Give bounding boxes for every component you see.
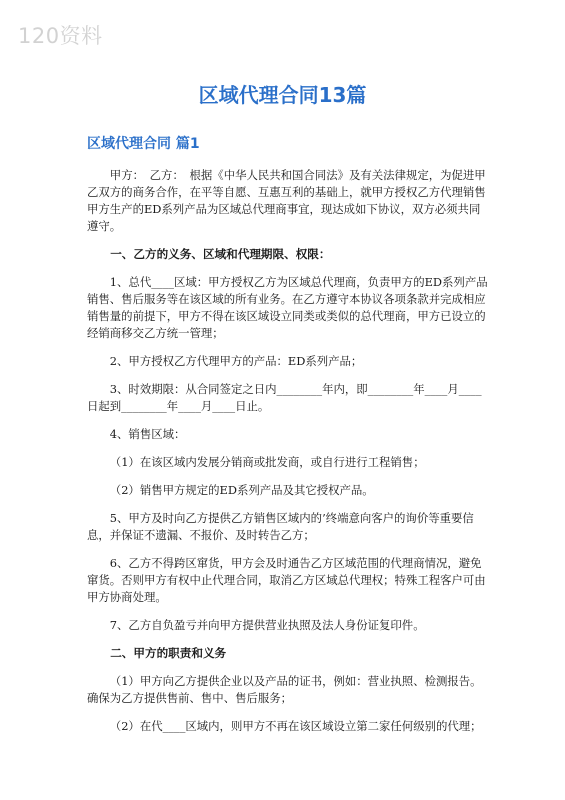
- paragraph-clause-3: 3、时效期限：从合同签定之日内________年内，即________年____月____日起到________年____月____日止。: [87, 382, 482, 413]
- watermark: 120资料: [18, 24, 103, 48]
- heading-yi-obligations: 一、乙方的义务、区域和代理期限、权限：: [110, 247, 331, 261]
- heading-jia-duties: 二、甲方的职责和义务: [110, 646, 227, 660]
- paragraph-clause-2: 2、甲方授权乙方代理甲方的产品：ED系列产品；: [109, 354, 363, 368]
- document-body: [87, 167, 491, 735]
- section-title: 区域代理合同 篇1: [87, 136, 200, 152]
- paragraph-jia-2: （2）在代____区域内，则甲方不再在该区域设立第二家任何级别的代理；: [109, 719, 482, 733]
- paragraph-clause-1: 1、总代____区域：甲方授权乙方为区域总代理商，负责甲方的ED系列产品销售、售后服务等在该区域的所有业务。在乙方遵守本协议各项条款并完成相应销售量的前提下，甲方不得在该区域设立同类或类似的总代理商，甲方已设立的经销商移交乙方统一管理；: [87, 275, 488, 340]
- paragraph-clause-5: 5、甲方及时向乙方提供乙方销售区域内的’终端意向客户的询价等重要信息，并保证不遗漏、不报价、及时转告乙方；: [87, 511, 474, 542]
- paragraph-clause-4-1: （1）在该区域内发展分销商或批发商，或自行进行工程销售；: [109, 455, 425, 469]
- paragraph-clause-7: 7、乙方自负盈亏并向甲方提供营业执照及法人身份证复印件。: [109, 618, 425, 632]
- paragraph-clause-4: 4、销售区域：: [109, 427, 186, 441]
- paragraph-clause-6: 6、乙方不得跨区窜货，甲方会及时通告乙方区域范围的代理商情况，避免窜货。否则甲方有权中止代理合同，取消乙方区域总代理权；特殊工程客户可由甲方协商处理。: [87, 556, 486, 604]
- document-title: 区域代理合同13篇: [198, 83, 367, 107]
- paragraph-clause-4-2: （2）销售甲方规定的ED系列产品及其它授权产品。: [109, 483, 374, 497]
- paragraph-preamble: 甲方： 乙方： 根据《中华人民共和国合同法》及有关法律规定，为促进甲乙双方的商务合作，在平等自愿、互惠互利的基础上，就甲方授权乙方代理销售甲方生产的ED系列产品为区域总代理商事宜，现达成如下协议，双方必须共同遵守。: [87, 168, 486, 233]
- paragraph-jia-1: （1）甲方向乙方提供企业以及产品的证书，例如：营业执照、检测报告。确保为乙方提供售前、售中、售后服务；: [87, 674, 482, 705]
